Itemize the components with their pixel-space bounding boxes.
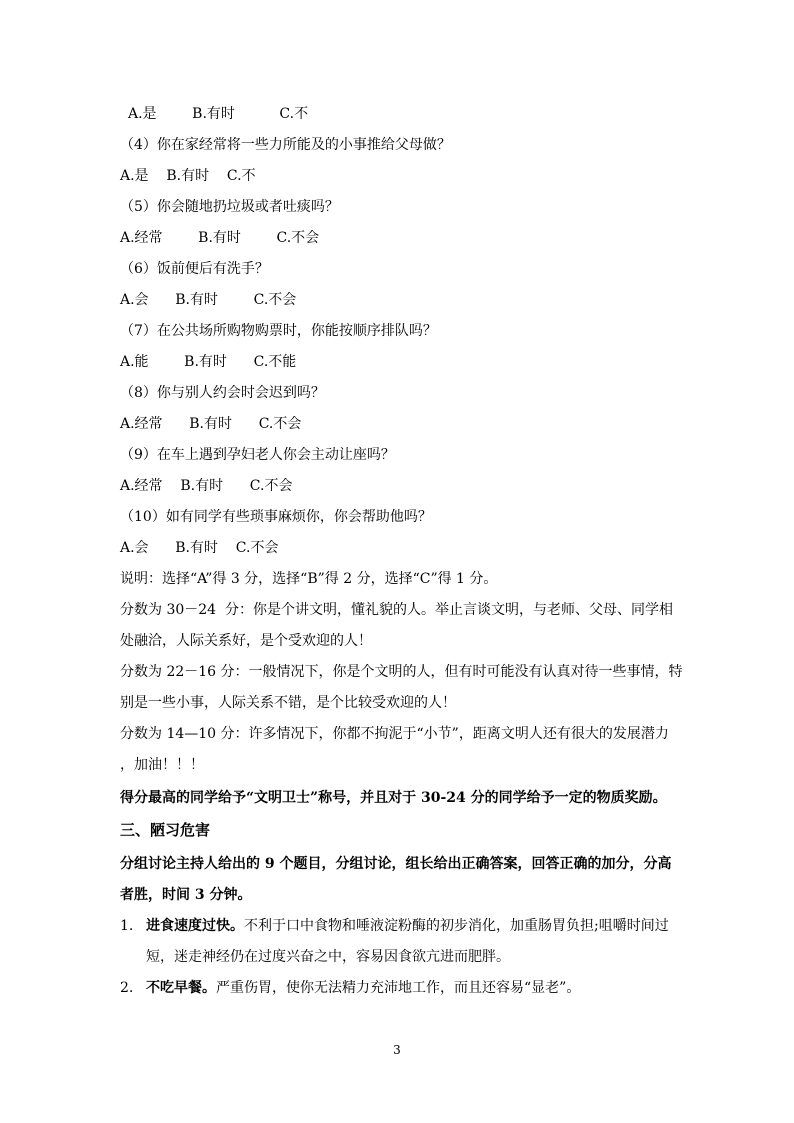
score-range-14-10: 分数为 14—10 分：许多情况下，你都不拘泥于“小节”，距离文明人还有很大的发展潜力 (120, 726, 669, 742)
q6-question: （6）饭前便后有洗手？ (120, 261, 269, 277)
score-range-22-16: 分数为 22－16 分：一般情况下，你是个文明的人，但有时可能没有认真对待一些事情，特 (120, 664, 683, 680)
page-number: 3 (393, 1043, 401, 1057)
list-item-text: 严重伤胃，使你无法精力充沛地工作，而且还容易“显老”。 (216, 980, 581, 996)
q4-question: （4）你在家经常将一些力所能及的小事推给父母做？ (120, 137, 451, 153)
q4-options: A.是 B.有时 C.不 (120, 168, 256, 184)
section-heading: 三、陋习危害 (120, 821, 211, 839)
list-item (120, 979, 580, 997)
section-intro: 分组讨论主持人给出的 9 个题目，分组讨论，组长给出正确答案，回答正确的加分，分高 (120, 856, 672, 872)
list-item-number: 1. (120, 918, 134, 934)
scoring-explanation: 说明：选择“A”得 3 分，选择“B”得 2 分，选择“C”得 1 分。 (120, 571, 498, 587)
list-item-number: 2. (120, 980, 134, 996)
q7-options: A.能 B.有时 C.不能 (120, 354, 297, 370)
score-range-30-24-continued: 处融洽，人际关系好，是个受欢迎的人！ (120, 633, 372, 649)
q6-options: A.会 B.有时 C.不会 (120, 292, 297, 308)
q9-question: （9）在车上遇到孕妇老人你会主动让座吗？ (120, 447, 395, 463)
score-range-30-24: 分数为 30－24 分：你是个讲文明，懂礼貌的人。举止言谈文明，与老师、父母、同学相 (120, 602, 673, 618)
award-statement: 得分最高的同学给予“文明卫士”称号，并且对于 30-24 分的同学给予一定的物质奖励。 (120, 790, 667, 806)
list-item (120, 917, 669, 935)
list-item-text-continued: 短，迷走神经仍在过度兴奋之中，容易因食欲亢进而肥胖。 (146, 949, 510, 965)
score-range-14-10-continued: ，加油！！！ (120, 757, 204, 773)
q8-question: （8）你与别人约会时会迟到吗？ (120, 385, 325, 401)
q3-options: A.是 B.有时 C.不 (128, 106, 309, 122)
q10-options: A.会 B.有时 C.不会 (120, 540, 279, 556)
section-intro-continued: 者胜，时间 3 分钟。 (120, 887, 252, 903)
q9-options: A.经常 B.有时 C.不会 (120, 478, 293, 494)
q5-question: （5）你会随地扔垃圾或者吐痰吗？ (120, 199, 339, 215)
list-item-title: 不吃早餐。 (146, 980, 216, 996)
q7-question: （7）在公共场所购物购票时，你能按顺序排队吗？ (120, 323, 437, 339)
score-range-22-16-continued: 别是一些小事，人际关系不错，是个比较受欢迎的人！ (120, 695, 456, 711)
list-item-text: 不利于口中食物和唾液淀粉酶的初步消化，加重肠胃负担;咀嚼时间过 (244, 918, 669, 934)
q8-options: A.经常 B.有时 C.不会 (120, 416, 302, 432)
q5-options: A.经常 B.有时 C.不会 (120, 230, 320, 246)
q10-question: （10）如有同学有些琐事麻烦你，你会帮助他吗？ (120, 509, 432, 525)
list-item-title: 进食速度过快。 (146, 918, 244, 934)
